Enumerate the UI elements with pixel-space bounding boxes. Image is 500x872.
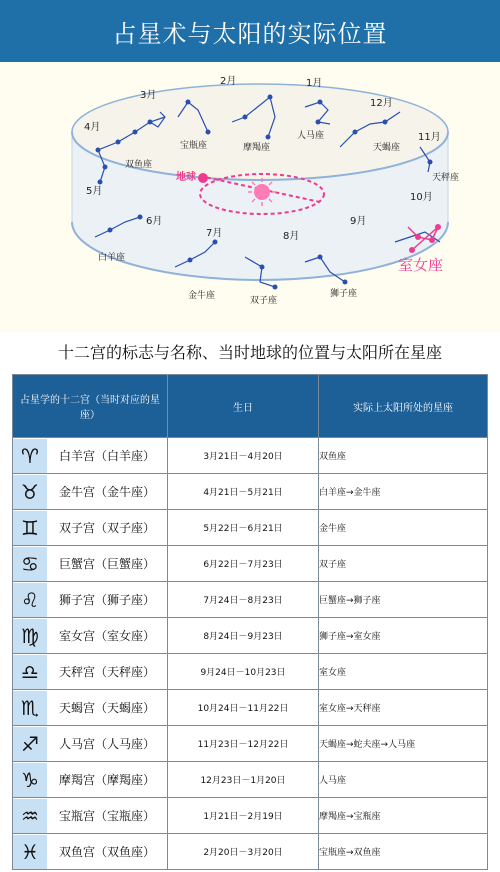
table-row <box>13 654 488 690</box>
constellation-label: 双子座 <box>250 296 278 306</box>
constellation-label: 天秤座 <box>432 173 460 183</box>
sign-cell <box>13 582 168 618</box>
birthday-range: 12月23日－1月20日 <box>168 762 319 798</box>
header-sign: 占星学的十二宫（当时对应的星座） <box>13 375 168 438</box>
month-label: 6月 <box>146 216 163 227</box>
month-label: 11月 <box>418 132 441 143</box>
zodiac-symbol-icon: ♎ <box>13 655 47 689</box>
constellation-label: 摩羯座 <box>243 143 271 153</box>
table-row <box>13 762 488 798</box>
table-row <box>13 618 488 654</box>
birthday-range: 1月21日－2月19日 <box>168 798 319 834</box>
table-row <box>13 474 488 510</box>
sign-name: 宝瓶宫（宝瓶座） <box>58 809 155 823</box>
sun-icon <box>254 184 270 200</box>
zodiac-symbol-icon: ♓ <box>13 835 47 869</box>
sign-cell <box>13 474 168 510</box>
table-header-row <box>13 375 488 438</box>
birthday-range: 7月24日－8月23日 <box>168 582 319 618</box>
birthday-range: 9月24日－10月23日 <box>168 654 319 690</box>
birthday-range: 6月22日－7月23日 <box>168 546 319 582</box>
zodiac-symbol-icon: ♌ <box>13 583 47 617</box>
table-row <box>13 582 488 618</box>
zodiac-symbol-icon: ♒ <box>13 799 47 833</box>
month-label: 2月 <box>220 76 237 87</box>
sign-cell <box>13 618 168 654</box>
actual-sun-constellation: 双鱼座 <box>319 438 488 474</box>
sign-name: 人马宫（人马座） <box>58 737 155 751</box>
sign-name: 室女宫（室女座） <box>58 629 155 643</box>
sign-cell <box>13 438 168 474</box>
actual-sun-constellation: 摩羯座→宝瓶座 <box>319 798 488 834</box>
constellation-label: 天蝎座 <box>373 143 401 153</box>
birthday-range: 3月21日－4月20日 <box>168 438 319 474</box>
zodiac-symbol-icon: ♍ <box>13 619 47 653</box>
actual-sun-constellation: 人马座 <box>319 762 488 798</box>
actual-sun-constellation: 室女座 <box>319 654 488 690</box>
birthday-range: 10月24日－11月22日 <box>168 690 319 726</box>
constellation-label: 白羊座 <box>98 253 126 263</box>
month-label: 12月 <box>370 98 393 109</box>
virgo-label: 室女座 <box>398 256 444 274</box>
constellation-label: 宝瓶座 <box>180 141 208 151</box>
zodiac-symbol-icon: ♑ <box>13 763 47 797</box>
birthday-range: 2月20日－3月20日 <box>168 834 319 870</box>
table-row <box>13 546 488 582</box>
actual-sun-constellation: 天蝎座→蛇夫座→人马座 <box>319 726 488 762</box>
earth-dot <box>198 173 208 183</box>
birthday-range: 5月22日－6月21日 <box>168 510 319 546</box>
zodiac-table <box>12 374 488 870</box>
zodiac-symbol-icon: ♋ <box>13 547 47 581</box>
birthday-range: 11月23日－12月22日 <box>168 726 319 762</box>
constellation-label: 双鱼座 <box>125 160 153 170</box>
actual-sun-constellation: 宝瓶座→双鱼座 <box>319 834 488 870</box>
table-row <box>13 510 488 546</box>
constellation-label: 人马座 <box>297 131 325 141</box>
table-row <box>13 798 488 834</box>
zodiac-symbol-icon: ♈ <box>13 439 47 473</box>
zodiac-ring-diagram <box>0 62 500 332</box>
constellation-label: 狮子座 <box>330 289 358 299</box>
birthday-range: 8月24日－9月23日 <box>168 618 319 654</box>
sign-cell <box>13 654 168 690</box>
sign-name: 双鱼宫（双鱼座） <box>58 845 155 859</box>
table-row <box>13 438 488 474</box>
sign-cell <box>13 798 168 834</box>
actual-sun-constellation: 室女座→天秤座 <box>319 690 488 726</box>
header-birthday: 生日 <box>168 375 319 438</box>
month-label: 9月 <box>350 216 367 227</box>
actual-sun-constellation: 狮子座→室女座 <box>319 618 488 654</box>
sign-name: 狮子宫（狮子座） <box>58 593 155 607</box>
title-banner <box>0 0 500 62</box>
actual-sun-constellation: 白羊座→金牛座 <box>319 474 488 510</box>
actual-sun-constellation: 金牛座 <box>319 510 488 546</box>
zodiac-symbol-icon: ♊ <box>13 511 47 545</box>
constellation-label: 金牛座 <box>188 291 216 301</box>
sign-name: 巨蟹宫（巨蟹座） <box>58 557 155 571</box>
sign-name: 金牛宫（金牛座） <box>58 485 155 499</box>
sign-cell <box>13 510 168 546</box>
sign-cell <box>13 726 168 762</box>
table-row <box>13 726 488 762</box>
month-label: 4月 <box>84 122 101 133</box>
sign-cell <box>13 690 168 726</box>
header-actual-sun: 实际上太阳所处的星座 <box>319 375 488 438</box>
zodiac-symbol-icon: ♉ <box>13 475 47 509</box>
month-label: 8月 <box>283 231 300 242</box>
sign-cell <box>13 546 168 582</box>
zodiac-symbol-icon: ♐ <box>13 727 47 761</box>
sign-name: 摩羯宫（摩羯座） <box>58 773 155 787</box>
month-label: 3月 <box>140 90 157 101</box>
actual-sun-constellation: 巨蟹座→狮子座 <box>319 582 488 618</box>
month-label: 5月 <box>86 186 103 197</box>
birthday-range: 4月21日－5月21日 <box>168 474 319 510</box>
table-row <box>13 834 488 870</box>
sign-name: 天蝎宫（天蝎座） <box>58 701 155 715</box>
actual-sun-constellation: 双子座 <box>319 546 488 582</box>
zodiac-symbol-icon: ♏ <box>13 691 47 725</box>
page-title: 占星术与太阳的实际位置 <box>112 20 388 48</box>
sign-cell <box>13 834 168 870</box>
sign-cell <box>13 762 168 798</box>
month-label: 1月 <box>306 78 323 89</box>
sign-name: 白羊宫（白羊座） <box>58 449 155 463</box>
earth-label: 地球 <box>176 172 196 183</box>
sign-name: 双子宫（双子座） <box>58 521 155 535</box>
table-row <box>13 690 488 726</box>
table-caption: 十二宫的标志与名称、当时地球的位置与太阳所在星座 <box>57 343 442 362</box>
month-label: 10月 <box>410 192 433 203</box>
month-label: 7月 <box>206 228 223 239</box>
sign-name: 天秤宫（天秤座） <box>58 665 155 679</box>
